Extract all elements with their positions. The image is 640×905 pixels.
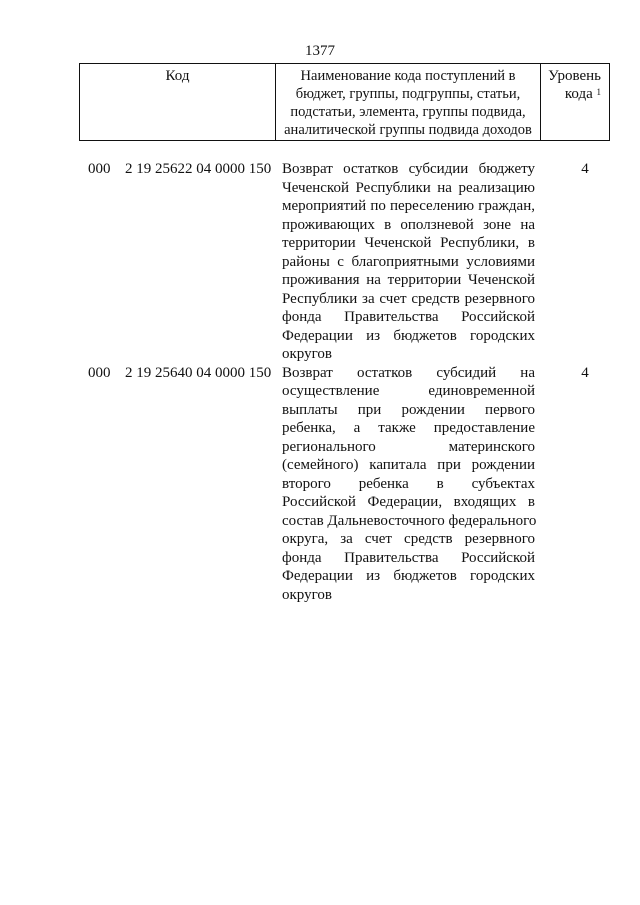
income-name-line: осуществление единовременной <box>282 383 535 399</box>
header-level-text: кода <box>564 86 593 102</box>
header-name-line: аналитической группы подвида доходов <box>284 122 532 138</box>
income-name-line: состав Дальневосточного федерального <box>282 512 537 529</box>
header-name <box>276 64 541 140</box>
header-code: Код <box>80 64 276 140</box>
income-name <box>275 160 540 364</box>
code-level: 4 <box>581 364 589 381</box>
income-name-line: территории Чеченской Республики, в <box>282 235 535 251</box>
income-name-line: Федерации из бюджетов городских <box>282 327 535 344</box>
header-level <box>541 64 609 140</box>
header-name-line: бюджет, группы, подгруппы, статьи, <box>295 86 521 102</box>
income-name-line: Возврат остатков субсидий на <box>282 364 535 381</box>
income-name-line: округов <box>282 586 332 603</box>
income-name-line: Республики за счет средств резервного <box>282 290 535 307</box>
income-name-line: фонда Правительства Российской <box>282 309 535 325</box>
footnote-marker: 1 <box>596 87 601 97</box>
income-name-line: второго ребенка в субъектах <box>282 475 535 492</box>
income-code: 2 19 25640 04 0000 150 <box>125 364 272 381</box>
income-name-line: проживающих в оползневой зоне на <box>282 216 535 233</box>
income-name-line: (семейного) капитала при рождении <box>282 457 535 473</box>
page-number: 1377 <box>305 43 335 59</box>
income-name-line: районы с благоприятными условиями <box>282 253 535 270</box>
table-row <box>79 160 610 364</box>
income-name-line: округа, за счет средств резервного <box>282 531 535 547</box>
income-name-line: Чеченской Республики на реализацию <box>282 179 535 196</box>
header-name-line: Наименование кода поступлений в <box>300 68 516 84</box>
income-name-line: ребенка, а также предоставление <box>282 420 535 436</box>
income-name-line: фонда Правительства Российской <box>282 549 535 566</box>
code-level: 4 <box>581 161 589 177</box>
admin-code: 000 <box>88 364 111 381</box>
income-name-line: выплаты при рождении первого <box>282 401 535 418</box>
income-name-line: Российской Федерации, входящих в <box>282 494 535 510</box>
income-name-line: Возврат остатков субсидии бюджету <box>282 161 535 177</box>
income-name <box>275 364 540 605</box>
income-name-line: округов <box>282 346 332 362</box>
income-code: 2 19 25622 04 0000 150 <box>125 161 272 177</box>
header-level-line1: Уровень <box>548 68 601 84</box>
table-body <box>79 160 610 604</box>
table-header <box>79 63 610 141</box>
admin-code: 000 <box>88 161 111 177</box>
income-name-line: проживания на территории Чеченской <box>282 272 535 288</box>
income-name-line: Федерации из бюджетов городских <box>282 568 535 584</box>
header-level-line2 <box>541 85 601 103</box>
income-name-line: регионального материнского <box>282 438 535 455</box>
header-name-line: подстатьи, элемента, группы подвида, <box>290 104 526 120</box>
income-name-line: мероприятий по переселению граждан, <box>282 198 535 214</box>
table-row <box>79 364 610 605</box>
